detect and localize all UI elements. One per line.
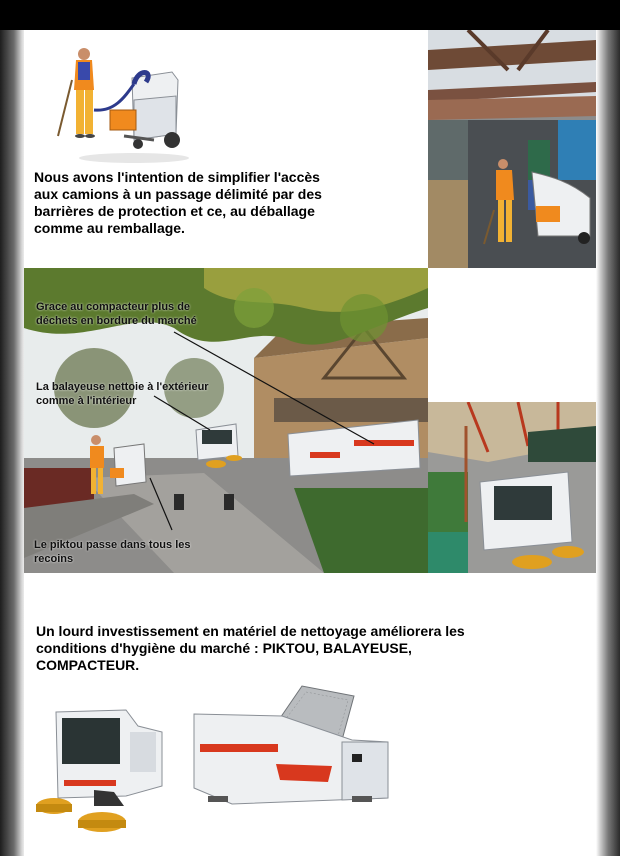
outro-paragraph: Un lourd investissement en matériel de nettoyage améliorera les conditions d'hygiène du marché : PIKTOU, BALAYEUSE, COMPACTEUR.: [36, 623, 465, 673]
balayeuse-annotation: La balayeuse nettoie à l'extérieur comme à l'intérieur: [36, 381, 209, 407]
sweeper-vehicle-photo: [34, 706, 166, 836]
compactor-container-photo: [192, 684, 398, 812]
piktou-annotation: Le piktou passe dans tous les recoins: [34, 539, 191, 565]
compacteur-annotation: Grace au compacteur plus de déchets en bordure du marché: [36, 301, 197, 327]
piktou-vacuum-illustration: [54, 40, 190, 166]
street-scene-photo: [24, 268, 428, 573]
right-blank-panel: [428, 268, 596, 402]
sweeper-in-market-photo: [428, 402, 596, 573]
market-hall-photo: [428, 30, 596, 268]
top-black-bar: [0, 0, 620, 30]
intro-paragraph: Nous avons l'intention de simplifier l'accès aux camions à un passage délimité par des barrières de protection et ce, au déballage comme au remballage.: [34, 169, 322, 236]
